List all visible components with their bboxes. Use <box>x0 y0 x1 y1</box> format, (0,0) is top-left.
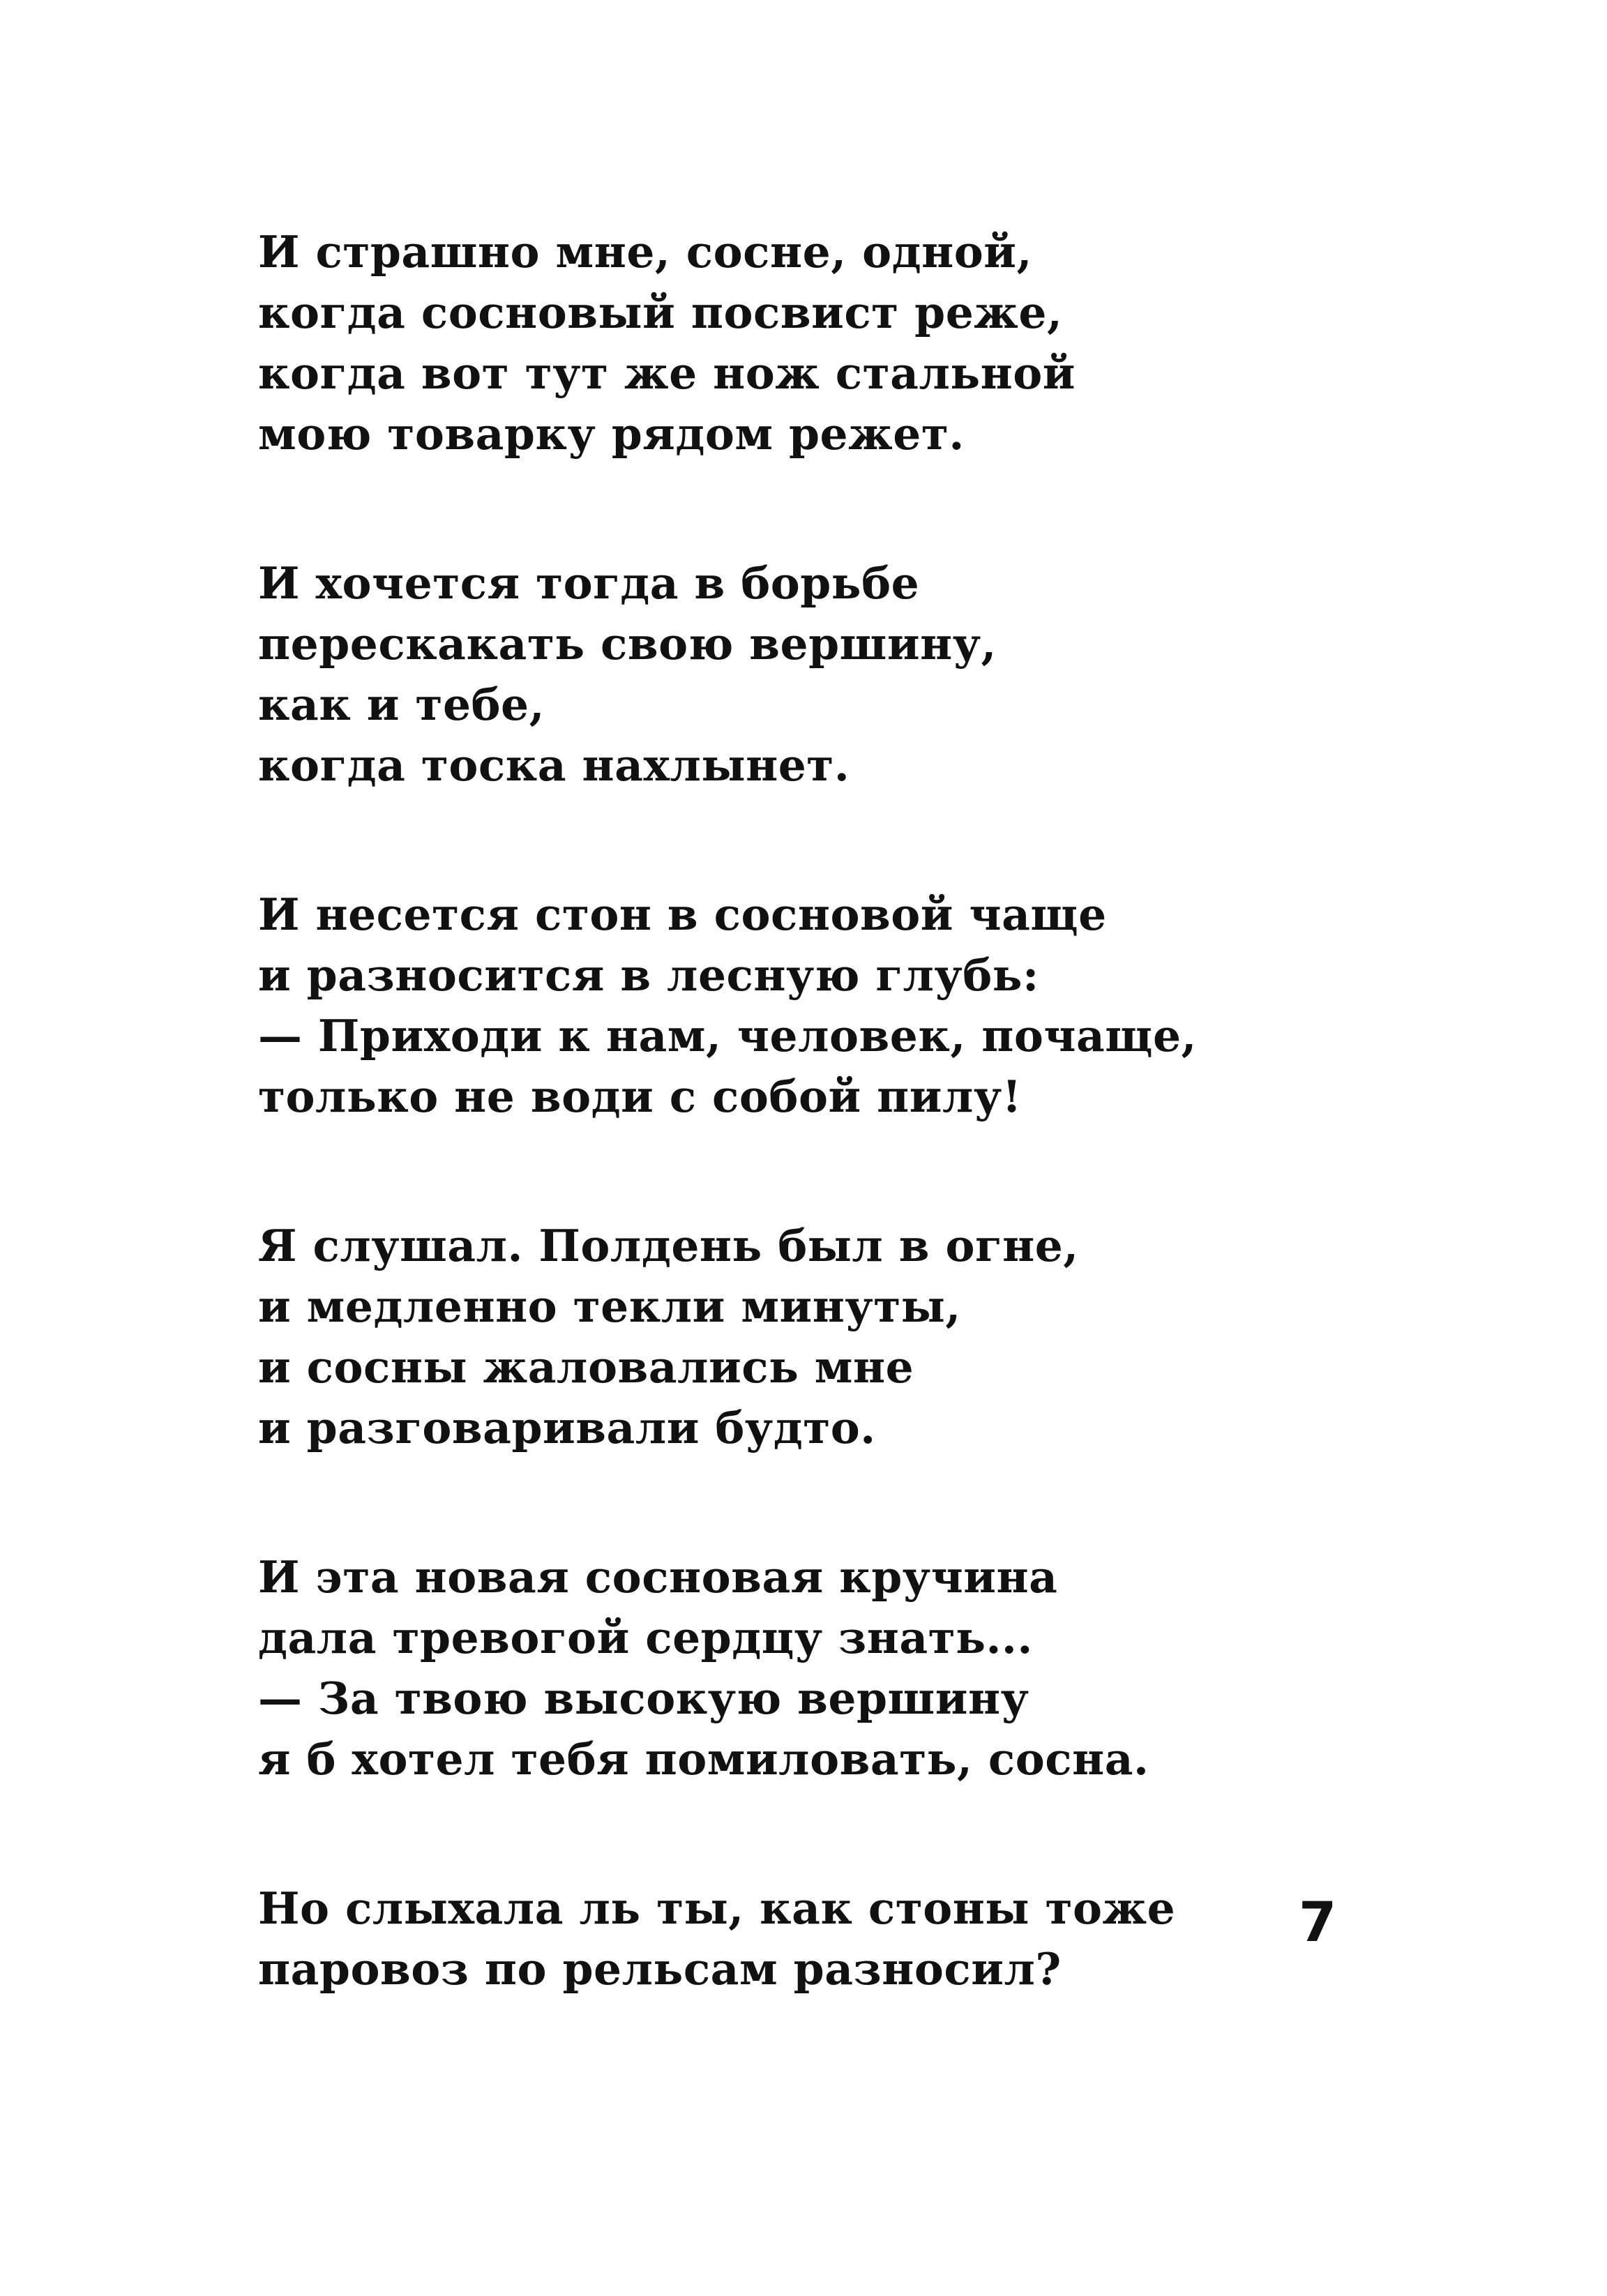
poem-line: когда тоска нахлынет. <box>258 739 850 791</box>
stanza-1 <box>258 222 1374 465</box>
poem-line: И несется стон в сосновой чаще <box>258 889 1107 940</box>
poem-line: как и тебе, <box>258 679 545 730</box>
poem-body <box>258 222 1374 2000</box>
poem-line: и разносится в лесную глубь: <box>258 949 1039 1001</box>
stanza-2 <box>258 553 1374 796</box>
stanza-3 <box>258 884 1374 1127</box>
stanza-6 <box>258 1878 1374 2000</box>
poem-line: — За твою высокую вершину <box>258 1672 1029 1724</box>
poem-line: только не води с собой пилу! <box>258 1071 1022 1122</box>
page-number: 7 <box>1299 1891 1337 1954</box>
stanza-4 <box>258 1216 1374 1458</box>
poem-line: когда сосновый посвист реже, <box>258 287 1063 338</box>
poem-line: и разговаривали будто. <box>258 1402 876 1453</box>
poem-line: Но слыхала ль ты, как стоны тоже <box>258 1882 1176 1934</box>
poem-line: — Приходи к нам, человек, почаще, <box>258 1010 1197 1062</box>
poem-line: Я слушал. Полдень был в огне, <box>258 1220 1079 1271</box>
poem-line: и сосны жаловались мне <box>258 1341 914 1393</box>
poem-line: когда вот тут же нож стальной <box>258 347 1076 399</box>
poem-line: И эта новая сосновая кручина <box>258 1551 1058 1603</box>
poem-line: И хочется тогда в борьбе <box>258 557 920 609</box>
poem-line: я б хотел тебя помиловать, сосна. <box>258 1733 1149 1785</box>
poem-line: мою товарку рядом режет. <box>258 408 965 460</box>
poem-line: и медленно текли минуты, <box>258 1281 961 1332</box>
poem-line: И страшно мне, сосне, одной, <box>258 226 1032 278</box>
poem-line: паровоз по рельсам разносил? <box>258 1943 1062 1995</box>
poem-line: дала тревогой сердцу знать... <box>258 1612 1033 1663</box>
stanza-5 <box>258 1547 1374 1790</box>
poem-line: перескакать свою вершину, <box>258 618 997 670</box>
